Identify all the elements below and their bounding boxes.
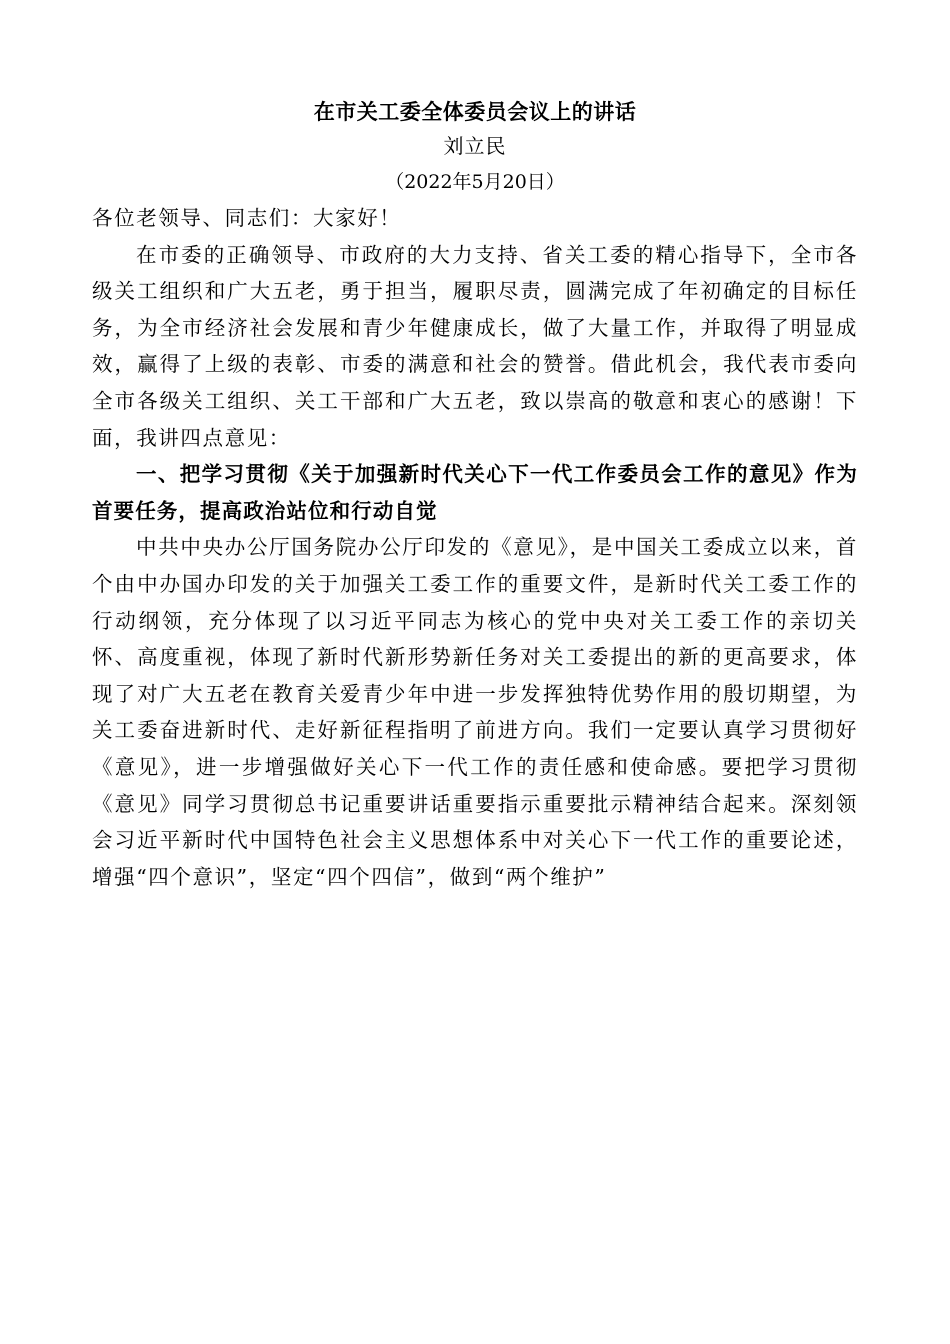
document-author: 刘立民 [443,134,507,158]
section-paragraph: 中共中央办公厅国务院办公厅印发的《意见》，是中国关工委成立以来，首个由中办国办印发的关于加强关工委工作的重要文件，是新时代关工委工作的行动纲领，充分体现了以习近平同志为核心的党中央对关工委工作的亲切关怀、高度重视，体现了新时代新形势新任务对关工委提出的新的更高要求，体现了对广大五老在教育关爱青少年中进一步发挥独特优势作用的殷切期望，为关工委奋进新时代、走好新征程指明了前进方向。我们一定要认真学习贯彻好《意见》，进一步增强做好关心下一代工作的责任感和使命感。要把学习贯彻《意见》同学习贯彻总书记重要讲话重要指示重要批示精神结合起来。深刻领会习近平新时代中国特色社会主义思想体系中对关心下一代工作的重要论述，增强“四个意识”，坚定“四个四信”，做到“两个维护” [92,535,858,889]
section-heading: 一、把学习贯彻《关于加强新时代关心下一代工作委员会工作的意见》作为首要任务，提高政治站位和行动自觉 [92,462,858,523]
document-title: 在市关工委全体委员会议上的讲话 [313,99,637,124]
document-date: （2022年5月20日） [385,171,565,193]
salutation: 各位老领导、同志们：大家好！ [92,206,402,230]
document-page [92,96,858,895]
body-paragraph: 在市委的正确领导、市政府的大力支持、省关工委的精心指导下，全市各级关工组织和广大五老，勇于担当，履职尽责，圆满完成了年初确定的目标任务，为全市经济社会发展和青少年健康成长，做了大量工作，并取得了明显成效，赢得了上级的表彰、市委的满意和社会的赞誉。借此机会，我代表市委向全市各级关工组织、关工干部和广大五老，致以崇高的敬意和衷心的感谢！下面，我讲四点意见： [92,242,858,450]
